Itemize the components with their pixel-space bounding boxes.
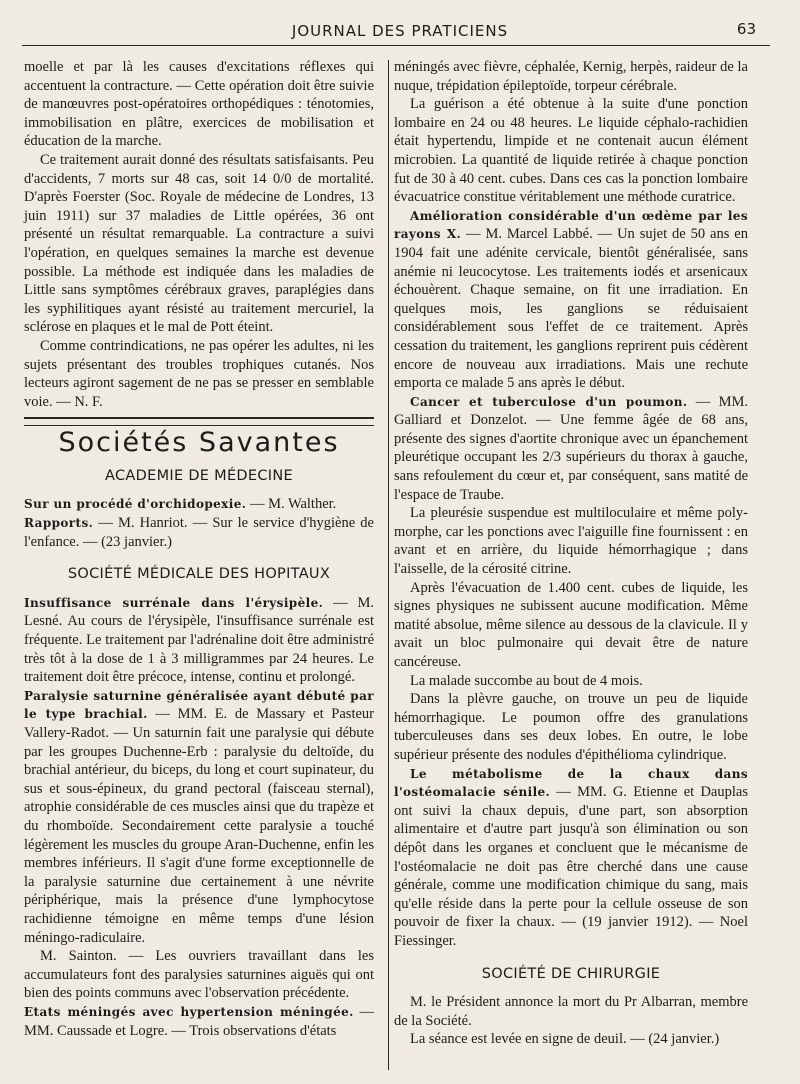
academie-heading: ACADEMIE DE MÉDECINE <box>105 467 293 484</box>
academie-item-2-text: — M. Hanriot. — Sur le service d'hygiène de l'enfance. — (23 janvier.) <box>24 515 374 550</box>
academie-item-1-text: — M. Walther. <box>246 496 337 513</box>
hopitaux-item-2-head: Paralysie saturnine généralisée ayant débuté par le type brachial. <box>24 688 374 722</box>
hopitaux-item-7-text: — MM. G. Etienne et Dauplas ont suivi la chaux depuis, d'une part, son absorption alimentaire et d'autre part jusqu'à son élimination ou son dépôt dans les organes et concluent que le mécanisme de l'ostéomalacie ne doit pas être cherché dans une cause générale, comme une modification chimique du sang, mais qu'elle réside dans la perte pour la cellule osseuse de son pouvoir de fixer la chaux. — (19 janvier 1912). — Noel Fiessinger. <box>394 784 748 949</box>
hopitaux-item-4 <box>24 1003 374 1040</box>
intro-paragraph-2: Ce traitement aurait donné des résultats satisfaisants. Peu d'accidents, 7 morts sur 48 cas, soit 14 0/0 de mortalité. D'après Foerster (Soc. Royale de médecine de Londres, 13 juin 1911) sur 37 maladies de Little opérées, 36 ont présenté un résultat remarquable. La contracture a suivi l'opération, en quelques semaines la marche est devenue possible. La méthode est indiquée dans les maladies de Little sans symptômes cérébraux graves, paraplégies dans les syphilitiques ayant résisté au traitement mercuriel, la sclérose en plaques et le mal de Pott éteint. <box>24 151 374 336</box>
academie-item-2 <box>24 514 374 551</box>
intro-paragraph-1: moelle et par là les causes d'excitations réflexes qui accentuent la contracture. — Cette opération doit être suivie de manœuvres post-opératoires orthopédiques : ténotomies, immobilisation en plâtre, exercices de mobilisation et éducation de la marche. <box>24 59 374 150</box>
left-column <box>24 58 374 1040</box>
hopitaux-item-6-paragraph-3: Après l'évacuation de 1.400 cent. cubes de liquide, les signes physiques ne subissent aucune modification. Même matité absolue, même silence au dessous de la clavicule. Il y avait un bloc pulmonaire qui devait être de nature cancéreuse. <box>394 579 748 670</box>
hopitaux-item-4-head: Etats méningés avec hypertension méningée. <box>24 1004 354 1019</box>
hopitaux-item-6-text: — MM. Galliard et Donzelot. — Une femme âgée de 68 ans, présente des signes d'aortite chronique avec un épanchement pleurétique occupant les 2/3 supérieurs du thorax à gauche, sans refoulement du cœur et, par conséquent, sans matité de l'espace de Traube. <box>394 393 748 503</box>
hopitaux-item-5-head: Amélioration considérable d'un œdème par les rayons X. <box>394 208 748 242</box>
hopitaux-item-4-text: — MM. Caussade et Logre. — Trois observations d'états <box>24 1003 374 1039</box>
chirurgie-paragraph-2: La séance est levée en signe de deuil. — (24 janvier.) <box>410 1031 720 1048</box>
hopitaux-item-2 <box>24 687 374 947</box>
academie-item-2-head: Rapports. <box>24 516 94 531</box>
column-divider <box>388 60 389 1070</box>
hopitaux-item-1-text: — M. Lesné. Au cours de l'érysipèle, l'insuffisance surrénale est fréquente. Le traitement par l'adrénaline doit être administré très tôt à la dose de 1 à 3 milligrammes par 24 heures. Le traitement doit être précoce, intense, continu et prolongé. <box>24 594 374 686</box>
section-double-rule <box>24 417 374 426</box>
hopitaux-item-6-paragraph-4: La malade succombe au bout de 4 mois. <box>410 672 643 689</box>
hopitaux-item-4-continued: méningés avec fièvre, céphalée, Kernig, herpès, raideur de la nuque, trépidation épileptoïde, torpeur cérébrale. <box>394 59 748 94</box>
hopitaux-item-4-paragraph-2: La guérison a été obtenue à la suite d'une ponction lombaire en 24 ou 48 heures. Le liquide céphalo-rachidien était hypertendu, limpide et ne contenait aucun élément microbien. La quantité de liquide retirée à chaque ponction fut de 30 à 40 cent. cubes. Dans ces cas la ponction lombaire évacuatrice constitue véritablement une méthode curatrice. <box>394 96 748 206</box>
hopitaux-item-1-head: Insuffisance surrénale dans l'érysipèle. <box>24 595 324 610</box>
hopitaux-item-2-text: — MM. E. de Massary et Pasteur Vallery-Radot. — Un saturnin fait une paralysie qui débute par les groupes Duchenne-Erb : paralysie du deltoïde, du brachial antérieur, du biceps, du long et court supinateur, du sus et sous-épineux, du grand pectoral (faisceau sternal), atrophie considérable de ces muscles ainsi que du trapèze et du rhomboïde. Secondairement cette paralysie a touché légèrement les muscles du groupe Aran-Duchenne, enfin les membres inférieurs. Il s'agit d'une forme exceptionnelle de la paralysie saturnine due certainement à une névrite périphérique, mais la présence d'une lymphocytose rachidienne témoigne en même temps d'une lésion méningo-radiculaire. <box>24 706 374 946</box>
right-column <box>394 58 748 1049</box>
hopitaux-item-6-paragraph-2: La pleurésie suspendue est multiloculaire et même poly-morphe, car les ponctions avec l'aiguille fine fournissent : en avant et en arrière, du liquide hémorrhagique ; dans l'aisselle, de la cérosité citrine. <box>394 505 748 578</box>
header-rule <box>22 45 770 46</box>
page-number: 63 <box>736 20 756 38</box>
intro-paragraph-3: Comme contrindications, ne pas opérer les adultes, ni les sujets présentant des troubles trophiques cutanés. Nos lecteurs agiront sagement de ne pas se presser en semblable voie. — N. F. <box>24 337 374 410</box>
chirurgie-heading: SOCIÉTÉ DE CHIRURGIE <box>481 965 661 982</box>
hopitaux-item-1 <box>24 594 374 687</box>
chirurgie-paragraph-1: M. le Président annonce la mort du Pr Albarran, membre de la Société. <box>394 994 748 1029</box>
hopitaux-item-7 <box>394 765 748 951</box>
section-title: Sociétés Savantes <box>58 427 340 459</box>
hopitaux-item-6 <box>394 393 748 505</box>
hopitaux-item-7-head: Le métabolisme de la chaux dans l'ostéomalacie sénile. <box>394 766 748 800</box>
hopitaux-item-5-text: — M. Marcel Labbé. — Un sujet de 50 ans en 1904 fait une adénite cervicale, bientôt généralisée, sans anémie ni leucocytose. Les traitements iodés et arsenicaux échouèrent. Chaque semaine, on fit une irradiation. En quelques mois, les ganglions se réduisaient considérablement sous l'effet de ce traitement. Après cessation du traitement, les ganglions reprirent puis cédèrent encore de nouveau aux irradiations. Mais une rechute emporta ce malade 5 ans après le début. <box>394 226 748 392</box>
hopitaux-item-6-paragraph-5: Dans la plèvre gauche, on trouve un peu de liquide hémorrhagique. Le poumon offre des granulations tuberculeuses dans ses deux lobes. En outre, le lobe supérieur présente des nodules d'épithélioma cylindrique. <box>394 691 748 763</box>
hopitaux-heading: SOCIÉTÉ MÉDICALE DES HOPITAUX <box>67 566 331 583</box>
hopitaux-item-6-head: Cancer et tuberculose d'un poumon. <box>410 394 688 409</box>
academie-item-1 <box>24 495 374 514</box>
hopitaux-item-5 <box>394 207 748 393</box>
academie-item-1-head: Sur un procédé d'orchidopexie. <box>24 497 247 512</box>
hopitaux-item-3: M. Sainton. — Les ouvriers travaillant dans les accumulateurs font des paralysies saturnines aiguës qui ont bien des points communs avec l'observation précédente. <box>24 948 374 1002</box>
running-header-title: JOURNAL DES PRATICIENS <box>291 22 509 40</box>
